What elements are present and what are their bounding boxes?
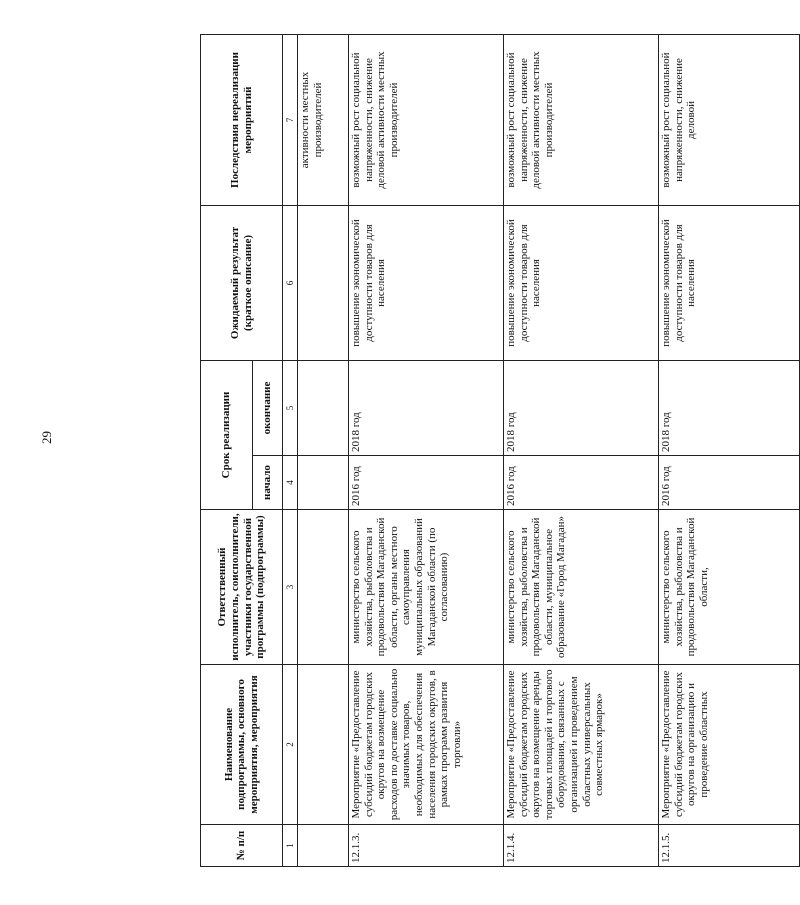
table-row (298, 34, 349, 866)
cell-num: 12.1.4. (504, 825, 659, 867)
cell-name (298, 665, 349, 825)
header-result: Ожидаемый результат (краткое описание) (201, 205, 283, 360)
header-start: начало (253, 456, 283, 510)
table-row (349, 34, 504, 866)
cell-result: повышение экономической доступности товаров для населения (659, 205, 800, 360)
cell-start: 2016 год (349, 456, 504, 510)
program-measures-table (200, 34, 800, 867)
cell-executor (298, 510, 349, 665)
table-row (659, 34, 800, 866)
header-row (201, 34, 253, 866)
cell-num: 12.1.5. (659, 825, 800, 867)
cell-start (298, 456, 349, 510)
header-end: окончание (253, 360, 283, 455)
cell-result: повышение экономической доступности товаров для населения (504, 205, 659, 360)
header-term: Срок реализации (201, 360, 253, 509)
column-number: 4 (283, 456, 298, 510)
cell-num (298, 825, 349, 867)
cell-consequences: возможный рост социальной напряженности, снижение деловой активности местных производителей (349, 34, 504, 205)
cell-num: 12.1.3. (349, 825, 504, 867)
column-number-row (283, 34, 298, 866)
cell-name: Мероприятие «Предоставление субсидий бюджетам городских округов на возмещение аренды торговых площадей и торгового оборудования, связанных с организацией и проведением областных универсальных совместных ярмарок» (504, 665, 659, 825)
cell-end: 2018 год (504, 360, 659, 455)
cell-end: 2018 год (659, 360, 800, 455)
rotated-table-wrapper (200, 35, 710, 867)
header-executor: Ответственный исполнитель, соисполнители, участники государственной программы (подпрограммы) (201, 510, 283, 665)
cell-executor: министерство сельского хозяйства, рыболовства и продовольствия Магаданской области, муниципальное образование «Город Магадан» (504, 510, 659, 665)
cell-result (298, 205, 349, 360)
header-name: Наименование подпрограммы, основного мероприятия, мероприятия (201, 665, 283, 825)
column-number: 2 (283, 665, 298, 825)
cell-consequences: возможный рост социальной напряженности, снижение деловой активности местных производителей (504, 34, 659, 205)
header-consequences: Последствия нереализации мероприятий (201, 34, 283, 205)
cell-start: 2016 год (504, 456, 659, 510)
cell-start: 2016 год (659, 456, 800, 510)
cell-end (298, 360, 349, 455)
cell-result: повышение экономической доступности товаров для населения (349, 205, 504, 360)
cell-consequences: активности местных производителей (298, 34, 349, 205)
cell-executor: министерство сельского хозяйства, рыболовства и продовольствия Магаданской области, (659, 510, 800, 665)
cell-name: Мероприятие «Предоставление субсидий бюджетам городских округов на возмещение расходов по доставке социально значимых товаров, необходимых для обеспечения населения городских округов, в рамках программ развития торговли» (349, 665, 504, 825)
column-number: 7 (283, 34, 298, 205)
column-number: 1 (283, 825, 298, 867)
column-number: 3 (283, 510, 298, 665)
cell-executor: министерство сельского хозяйства, рыболовства и продовольствия Магаданской области, органы местного самоуправления муниципальных образований Магаданской области (по согласованию) (349, 510, 504, 665)
table-row (504, 34, 659, 866)
cell-end: 2018 год (349, 360, 504, 455)
column-number: 6 (283, 205, 298, 360)
cell-consequences: возможный рост социальной напряженности, снижение деловой (659, 34, 800, 205)
cell-name: Мероприятие «Предоставление субсидий бюджетам городских округов на организацию и проведение областных (659, 665, 800, 825)
column-number: 5 (283, 360, 298, 455)
page-number: 29 (39, 431, 54, 444)
header-num: № п/п (201, 825, 283, 867)
